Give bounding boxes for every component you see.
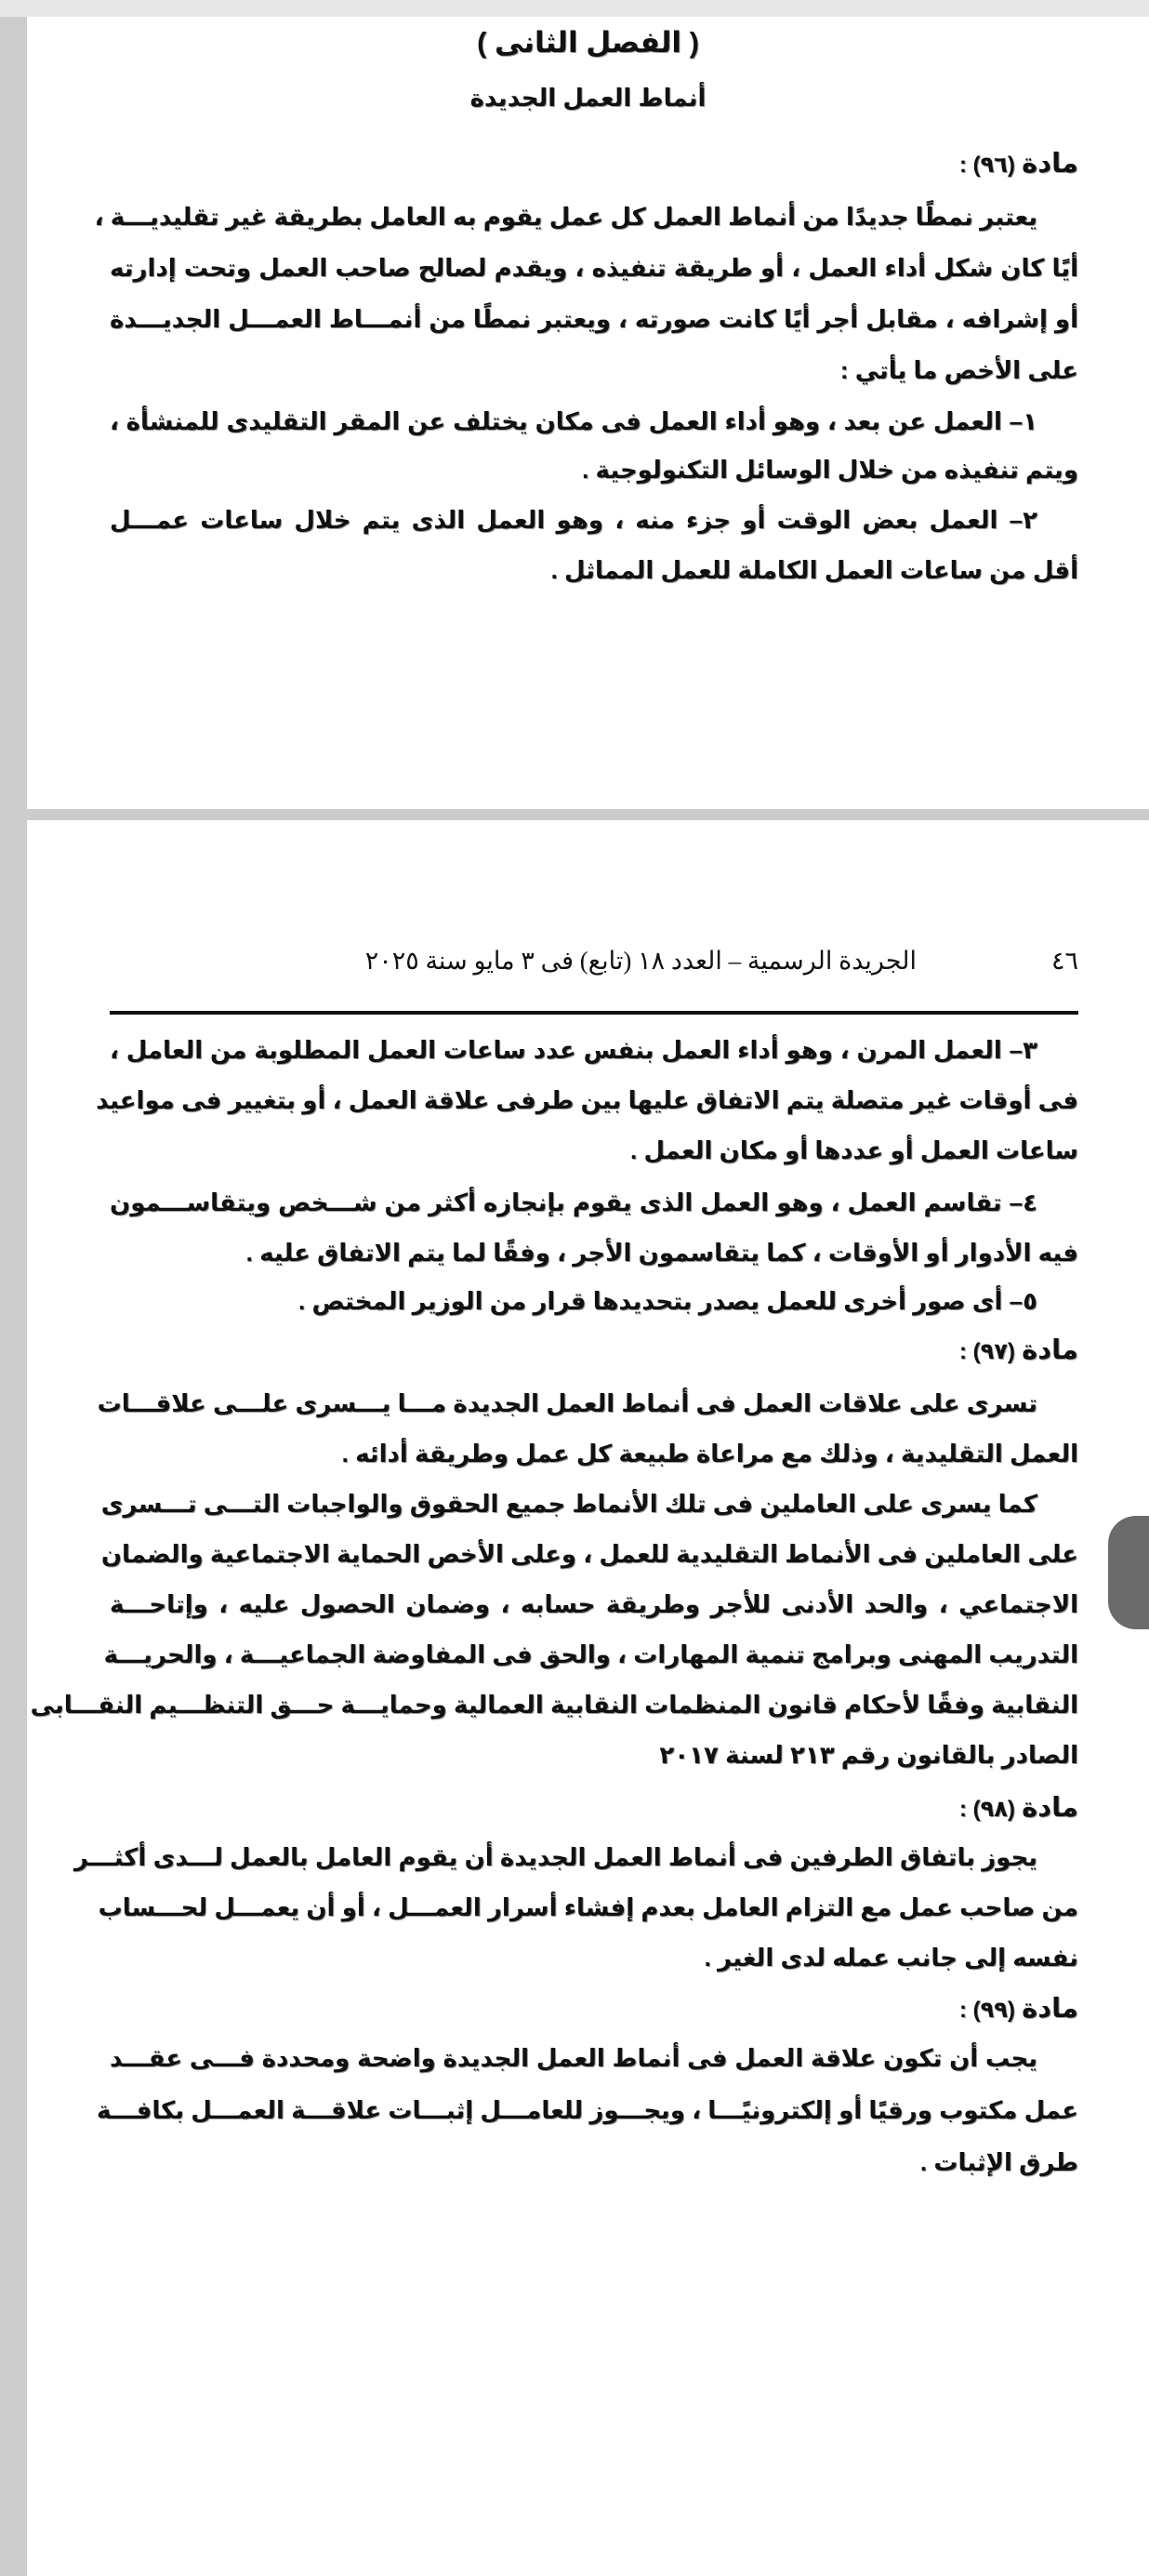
article-96-line: يعتبر نمطًا جديدًا من أنماط العمل كل عمل يقوم به العامل بطريقة غير تقليديـــة ، xyxy=(94,203,1037,231)
article-97-line: الصادر بالقانون رقم ٢١٣ لسنة ٢٠١٧ xyxy=(659,1741,1078,1769)
article-96-heading xyxy=(959,147,1078,179)
article-99-line: يجب أن تكون علاقة العمل فى أنماط العمل الجديدة واضحة ومحددة فـــى عقـــد xyxy=(110,2044,1037,2072)
list-item-3-line: فى أوقات غير متصلة يتم الاتفاق عليها بين طرفى علاقة العمل ، أو بتغيير فى مواعيد xyxy=(96,1086,1078,1114)
article-99-line: طرق الإثبات . xyxy=(919,2148,1078,2176)
list-item-1-line: ويتم تنفيذه من خلال الوسائل التكنولوجية . xyxy=(582,456,1078,484)
article-97-line: العمل التقليدية ، وذلك مع مراعاة طبيعة كل عمل وطريقة أدائه . xyxy=(341,1440,1078,1467)
document-page-1 xyxy=(27,17,1149,809)
article-97-heading xyxy=(959,1334,1078,1366)
article-label: مادة xyxy=(1022,149,1078,179)
document-page-2 xyxy=(27,820,1149,2576)
list-item-3-line: ٣– العمل المرن ، وهو أداء العمل بنفس عدد ساعات العمل المطلوبة من العامل ، xyxy=(110,1036,1037,1064)
header-divider xyxy=(110,1011,1078,1015)
chapter-subtitle: أنماط العمل الجديدة xyxy=(469,84,707,112)
article-98-line: يجوز باتفاق الطرفين فى أنماط العمل الجديدة أن يقوم العامل بالعمل لـــدى أكثـــر xyxy=(73,1843,1037,1871)
article-97-line: التدريب المهنى وبرامج تنمية المهارات ، والحق فى المفاوضة الجماعيـــة ، والحريـــة xyxy=(103,1640,1078,1668)
list-item-2-line: أقل من ساعات العمل الكاملة للعمل المماثل . xyxy=(550,556,1078,584)
article-98-line: من صاحب عمل مع التزام العامل بعدم إفشاء أسرار العمـــل ، أو أن يعمـــل لحـــساب xyxy=(98,1893,1078,1921)
article-97-line: على العاملين فى الأنماط التقليدية للعمل ، وعلى الأخص الحماية الاجتماعية والضمان xyxy=(100,1540,1078,1568)
article-96-line: أيًا كان شكل أداء العمل ، أو طريقة تنفيذه ، ويقدم لصالح صاحب العمل وتحت إدارته xyxy=(110,254,1078,282)
article-98-line: نفسه إلى جانب عمله لدى الغير . xyxy=(704,1944,1078,1972)
article-97-line: الاجتماعي ، والحد الأدنى للأجر وطريقة حسابه ، وضمان الحصول عليه ، وإتاحـــة xyxy=(110,1590,1078,1618)
scroll-handle[interactable] xyxy=(1108,1516,1149,1629)
list-item-4-line: فيه الأدوار أو الأوقات ، كما يتقاسمون الأجر ، وفقًا لما يتم الاتفاق عليه . xyxy=(245,1239,1078,1267)
viewer-top-bar xyxy=(0,0,1149,17)
page-number: ٤٦ xyxy=(1050,947,1078,975)
article-97-line: كما يسرى على العاملين فى تلك الأنماط جميع الحقوق والواجبات التـــى تـــسرى xyxy=(100,1490,1037,1518)
list-item-3-line: ساعات العمل أو عددها أو مكان العمل . xyxy=(630,1136,1078,1164)
article-label: مادة xyxy=(1022,1335,1078,1365)
gazette-header-title: الجريدة الرسمية – العدد ١٨ (تابع) فى ٣ مايو سنة ٢٠٢٥ xyxy=(364,947,917,975)
page-header xyxy=(110,947,1078,984)
article-97-line: النقابية وفقًا لأحكام قانون المنظمات النقابية العمالية وحمايـــة حـــق التنظـــيم النقـــابى xyxy=(30,1691,1078,1719)
article-number: (٩٩) : xyxy=(958,1998,1015,2023)
article-99-heading xyxy=(959,1992,1078,2025)
article-99-line: عمل مكتوب ورقيًا أو إلكترونيًـــا ، ويجـــوز للعامـــل إثبـــات علاقـــة العمـــل بكافـــة xyxy=(96,2096,1078,2124)
list-item-1-line: ١– العمل عن بعد ، وهو أداء العمل فى مكان يختلف عن المقر التقليدى للمنشأة ، xyxy=(110,407,1037,435)
article-98-heading xyxy=(959,1791,1078,1824)
list-item-5-line: ٥– أى صور أخرى للعمل يصدر بتحديدها قرار من الوزير المختص . xyxy=(298,1287,1037,1315)
list-item-2-line: ٢– العمل بعض الوقت أو جزء منه ، وهو العمل الذى يتم خلال ساعات عمـــل xyxy=(110,506,1037,534)
article-number: (٩٨) : xyxy=(958,1797,1015,1822)
article-96-line: على الأخص ما يأتي : xyxy=(839,356,1078,384)
list-item-4-line: ٤– تقاسم العمل ، وهو العمل الذى يقوم بإنجازه أكثر من شـــخص ويتقاســـمون xyxy=(110,1188,1037,1216)
article-97-line: تسرى على علاقات العمل فى أنماط العمل الجديدة مـــا يـــسرى علـــى علاقـــات xyxy=(97,1389,1037,1417)
chapter-title: ( الفصل الثانى ) xyxy=(477,26,699,59)
article-label: مادة xyxy=(1022,1793,1078,1823)
article-number: (٩٧) : xyxy=(958,1339,1015,1364)
article-number: (٩٦) : xyxy=(958,153,1015,178)
article-96-line: أو إشرافه ، مقابل أجر أيًا كانت صورته ، ويعتبر نمطًا من أنمـــاط العمـــل الجديـــدة xyxy=(110,305,1078,333)
article-label: مادة xyxy=(1022,1994,1078,2024)
